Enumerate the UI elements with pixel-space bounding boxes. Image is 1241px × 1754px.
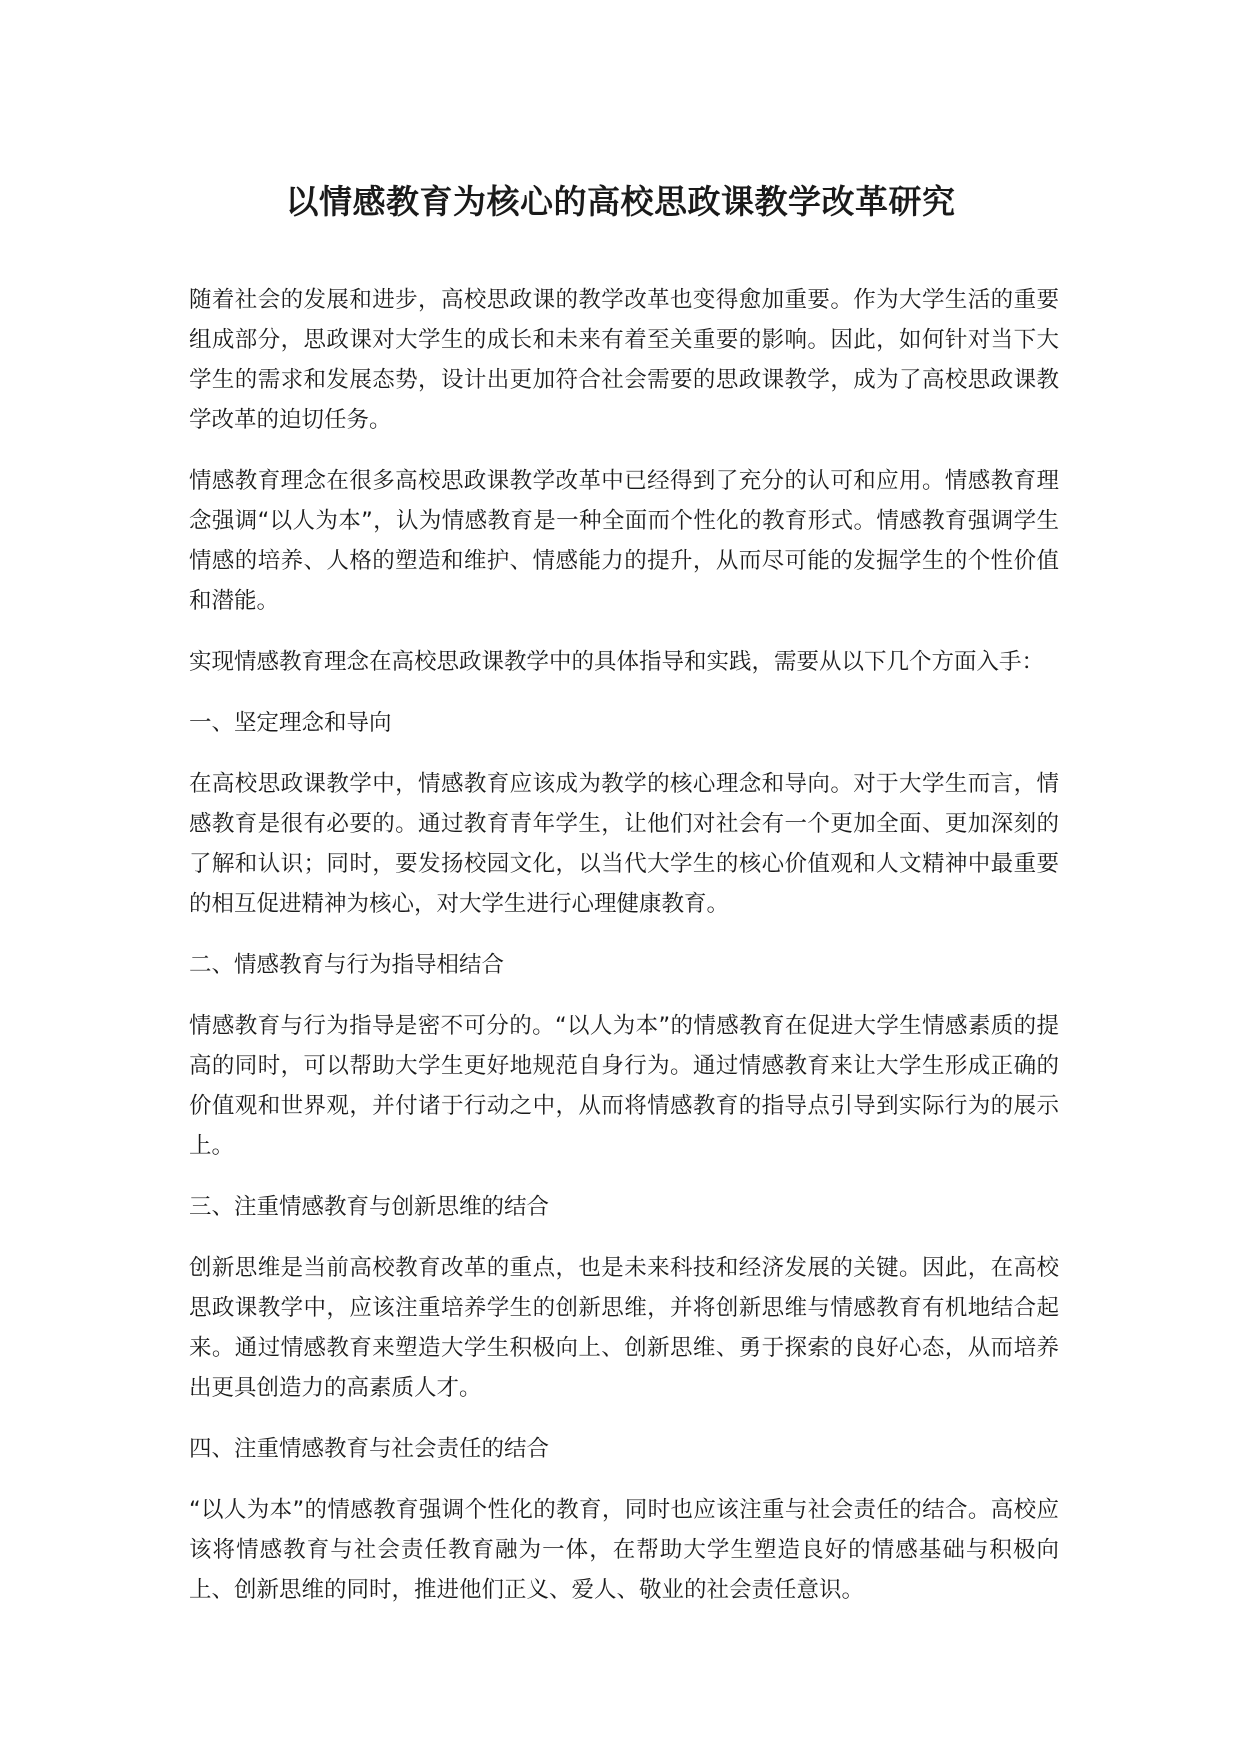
- paragraph-concept: 情感教育理念在很多高校思政课教学改革中已经得到了充分的认可和应用。情感教育理念强调“以人为本”，认为情感教育是一种全面而个性化的教育形式。情感教育强调学生情感的培养、人格的塑造和维护、情感能力的提升，从而尽可能的发掘学生的个性价值和潜能。: [189, 468, 1059, 614]
- document-title: 以情感教育为核心的高校思政课教学改革研究: [285, 182, 956, 221]
- section-heading-2: 二、情感教育与行为指导相结合: [189, 952, 505, 978]
- paragraph-approach: 实现情感教育理念在高校思政课教学中的具体指导和实践，需要从以下几个方面入手：: [189, 649, 1045, 675]
- section-heading-4: 四、注重情感教育与社会责任的结合: [189, 1436, 550, 1462]
- section-heading-1: 一、坚定理念和导向: [189, 710, 392, 736]
- paragraph-intro: 随着社会的发展和进步，高校思政课的教学改革也变得愈加重要。作为大学生活的重要组成部分，思政课对大学生的成长和未来有着至关重要的影响。因此，如何针对当下大学生的需求和发展态势，设计出更加符合社会需要的思政课教学，成为了高校思政课教学改革的迫切任务。: [189, 287, 1059, 433]
- section-1-text: 在高校思政课教学中，情感教育应该成为教学的核心理念和导向。对于大学生而言，情感教育是很有必要的。通过教育青年学生，让他们对社会有一个更加全面、更加深刻的了解和认识；同时，要发扬校园文化，以当代大学生的核心价值观和人文精神中最重要的相互促进精神为核心，对大学生进行心理健康教育。: [189, 771, 1059, 917]
- section-heading-3: 三、注重情感教育与创新思维的结合: [189, 1194, 550, 1220]
- section-3-text: 创新思维是当前高校教育改革的重点，也是未来科技和经济发展的关键。因此，在高校思政课教学中，应该注重培养学生的创新思维，并将创新思维与情感教育有机地结合起来。通过情感教育来塑造大学生积极向上、创新思维、勇于探索的良好心态，从而培养出更具创造力的高素质人才。: [189, 1255, 1059, 1401]
- section-2-text: 情感教育与行为指导是密不可分的。“以人为本”的情感教育在促进大学生情感素质的提高的同时，可以帮助大学生更好地规范自身行为。通过情感教育来让大学生形成正确的价值观和世界观，并付诸于行动之中，从而将情感教育的指导点引导到实际行为的展示上。: [189, 1013, 1059, 1159]
- document-body: [189, 280, 1059, 1631]
- section-4-text: “以人为本”的情感教育强调个性化的教育，同时也应该注重与社会责任的结合。高校应该将情感教育与社会责任教育融为一体，在帮助大学生塑造良好的情感基础与积极向上、创新思维的同时，推进他们正义、爱人、敬业的社会责任意识。: [189, 1497, 1059, 1603]
